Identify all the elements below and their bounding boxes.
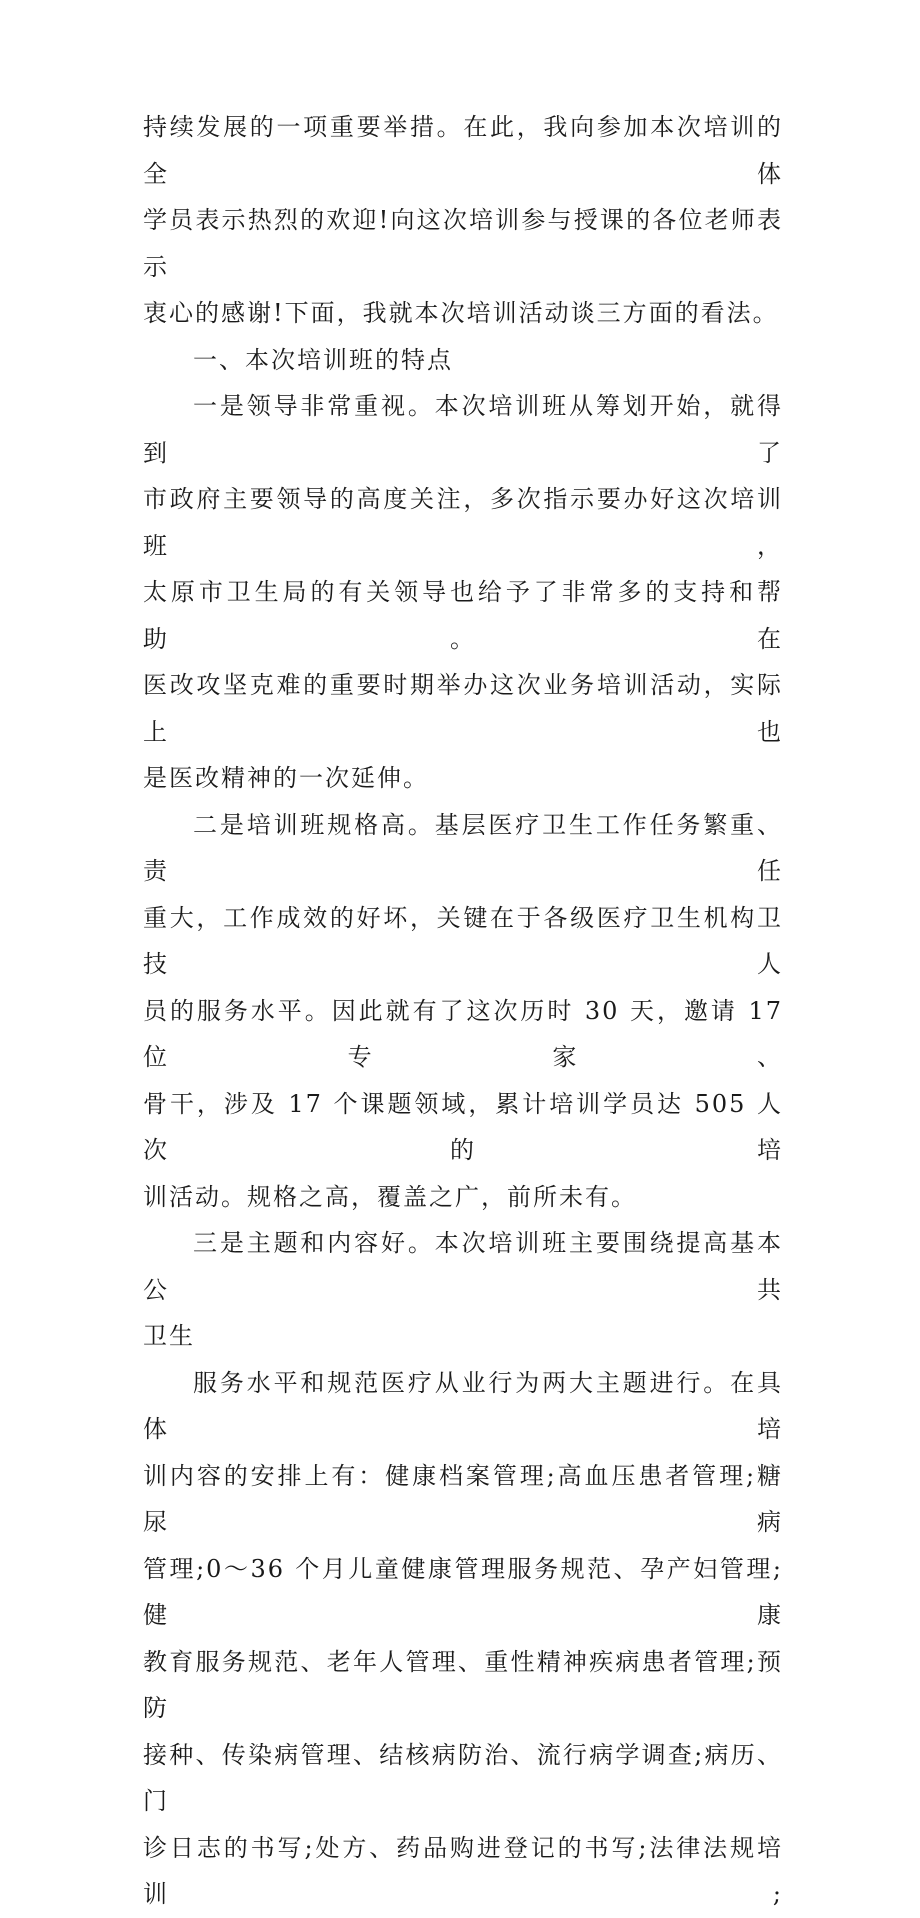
- paragraph-point-three: [143, 1220, 783, 1360]
- text-line: 服务水平和规范医疗从业行为两大主题进行。在具体培: [143, 1368, 783, 1443]
- text-line: 教育服务规范、老年人管理、重性精神疾病患者管理;预防: [143, 1647, 783, 1722]
- text-line: 太原市卫生局的有关领导也给予了非常多的支持和帮助。在: [143, 578, 783, 653]
- paragraph-point-one: [143, 383, 783, 802]
- text-line: 员的服务水平。因此就有了这次历时 30 天，邀请 17 位专家、: [143, 996, 783, 1071]
- text-line: 持续发展的一项重要举措。在此，我向参加本次培训的全体: [143, 113, 783, 188]
- text-line: 一是领导非常重视。本次培训班从筹划开始，就得到了: [143, 392, 783, 467]
- text-line: 训内容的安排上有：健康档案管理;高血压患者管理;糖尿病: [143, 1461, 783, 1536]
- text-line: 卫生: [143, 1322, 195, 1350]
- paragraph-training-content: [143, 1360, 783, 1918]
- text-line: 重大，工作成效的好坏，关键在于各级医疗卫生机构卫技人: [143, 903, 783, 978]
- section-heading: [143, 337, 783, 384]
- text-line: 骨干，涉及 17 个课题领域，累计培训学员达 505 人次的培: [143, 1089, 783, 1164]
- paragraph-point-two: [143, 802, 783, 1221]
- text-line: 是医改精神的一次延伸。: [143, 764, 429, 792]
- text-line: 训活动。规格之高，覆盖之广，前所未有。: [143, 1182, 637, 1211]
- text-line: 接种、传染病管理、结核病防治、流行病学调查;病历、门: [143, 1740, 783, 1815]
- text-line: 市政府主要领导的高度关注，多次指示要办好这次培训班，: [143, 485, 783, 560]
- text-line: 诊日志的书写;处方、药品购进登记的书写;法律法规培训;: [143, 1833, 783, 1908]
- text-line: 管理;0～36 个月儿童健康管理服务规范、孕产妇管理;健康: [143, 1554, 783, 1629]
- text-line: 学员表示热烈的欢迎!向这次培训参与授课的各位老师表示: [143, 206, 783, 281]
- paragraph-intro: [143, 104, 783, 337]
- document-body: [143, 104, 783, 1918]
- text-line: 衷心的感谢!下面，我就本次培训活动谈三方面的看法。: [143, 299, 779, 327]
- text-line: 三是主题和内容好。本次培训班主要围绕提高基本公共: [143, 1229, 783, 1304]
- text-line: 医改攻坚克难的重要时期举办这次业务培训活动，实际上也: [143, 671, 783, 746]
- text-line: 一、本次培训班的特点: [193, 345, 453, 374]
- text-line: 二是培训班规格高。基层医疗卫生工作任务繁重、责任: [143, 810, 783, 885]
